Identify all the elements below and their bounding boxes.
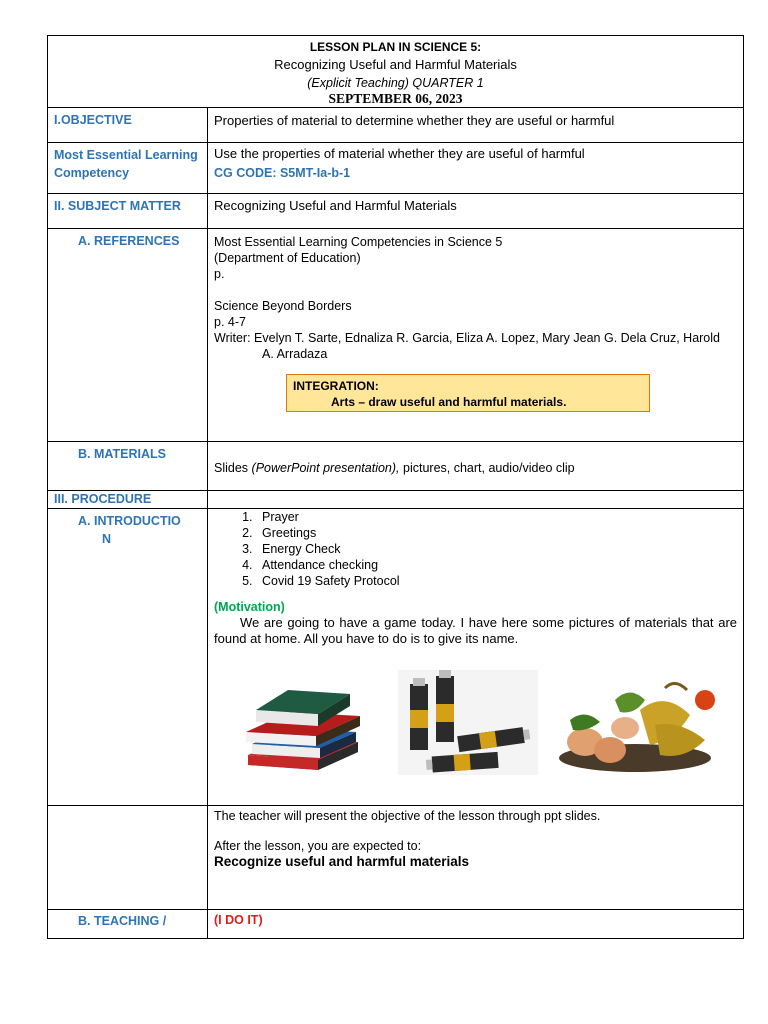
subject-matter-label: II. SUBJECT MATTER [54, 199, 181, 213]
integration-title: INTEGRATION: [293, 379, 379, 393]
lesson-date: SEPTEMBER 06, 2023 [328, 91, 463, 106]
reference-line: Most Essential Learning Competencies in Science 5 [214, 235, 503, 249]
teaching-row [48, 910, 744, 939]
materials-text: Slides (PowerPoint presentation), pictures, chart, audio/video clip [214, 461, 575, 475]
list-item: 5. Covid 19 Safety Protocol [256, 573, 743, 589]
teaching-type: (Explicit Teaching) [307, 76, 409, 90]
lesson-subtitle: Recognizing Useful and Harmful Materials [274, 57, 517, 72]
references-label: A. REFERENCES [78, 234, 180, 248]
objective-presentation [208, 806, 743, 873]
subject-matter-text: Recognizing Useful and Harmful Materials [214, 198, 457, 213]
objective-presentation-row [48, 806, 744, 910]
reference-line: p. [214, 267, 225, 281]
batteries-image [398, 670, 538, 775]
objective-label: I.OBJECTIVE [54, 113, 132, 127]
integration-text: Arts – draw useful and harmful materials. [331, 395, 567, 409]
opening-activities-list [208, 509, 743, 589]
teaching-label: B. TEACHING / [78, 914, 167, 928]
melc-row [48, 143, 744, 194]
reference-line: p. 4-7 [214, 315, 246, 329]
integration-box [286, 374, 650, 412]
i-do-it-label: (I DO IT) [214, 913, 263, 927]
reference-line: Science Beyond Borders [214, 299, 352, 313]
reference-writers-cont: A. Arradaza [262, 347, 328, 361]
quarter: QUARTER 1 [412, 76, 484, 90]
subject-matter-row [48, 194, 744, 229]
melc-label: Most Essential Learning Competency [54, 148, 198, 180]
lesson-plan-page [47, 35, 744, 939]
procedure-label: III. PROCEDURE [54, 492, 152, 506]
references-row [48, 229, 744, 442]
references-content [208, 229, 743, 415]
reference-line: (Department of Education) [214, 251, 361, 265]
list-item: 3. Energy Check [256, 541, 743, 557]
introduction-row [48, 509, 744, 806]
melc-text: Use the properties of material whether they are useful of harmful [214, 146, 585, 161]
motivation-text: We are going to have a game today. I have here some pictures of materials that are found at home. All you have to do is to give its name. [214, 615, 737, 646]
motivation-label: (Motivation) [214, 600, 285, 614]
lesson-plan-table [47, 35, 744, 939]
objective-text: Properties of material to determine whether they are useful or harmful [214, 113, 615, 128]
introduction-label: A. INTRODUCTIO N [78, 514, 181, 546]
food-scraps-image [555, 670, 715, 775]
list-item: 1. Prayer [256, 509, 743, 525]
cg-code: CG CODE: S5MT-Ia-b-1 [214, 166, 351, 180]
materials-row [48, 442, 744, 491]
lesson-title: LESSON PLAN IN SCIENCE 5: [309, 40, 482, 54]
list-item: 2. Greetings [256, 525, 743, 541]
motivation-pictures [208, 670, 743, 780]
motivation-section [208, 589, 743, 650]
materials-label: B. MATERIALS [78, 447, 166, 461]
list-item: 4. Attendance checking [256, 557, 743, 573]
lesson-header [48, 36, 743, 107]
expected-outcome: Recognize useful and harmful materials [214, 854, 470, 869]
books-stack-image [238, 670, 368, 775]
objective-row [48, 108, 744, 143]
header-row [48, 36, 744, 108]
presentation-line: The teacher will present the objective of the lesson through ppt slides. [214, 809, 601, 823]
expectation-line: After the lesson, you are expected to: [214, 839, 422, 853]
reference-writers: Writer: Evelyn T. Sarte, Ednaliza R. Garcia, Eliza A. Lopez, Mary Jean G. Dela Cruz, Harold [214, 331, 720, 345]
procedure-row [48, 491, 744, 509]
